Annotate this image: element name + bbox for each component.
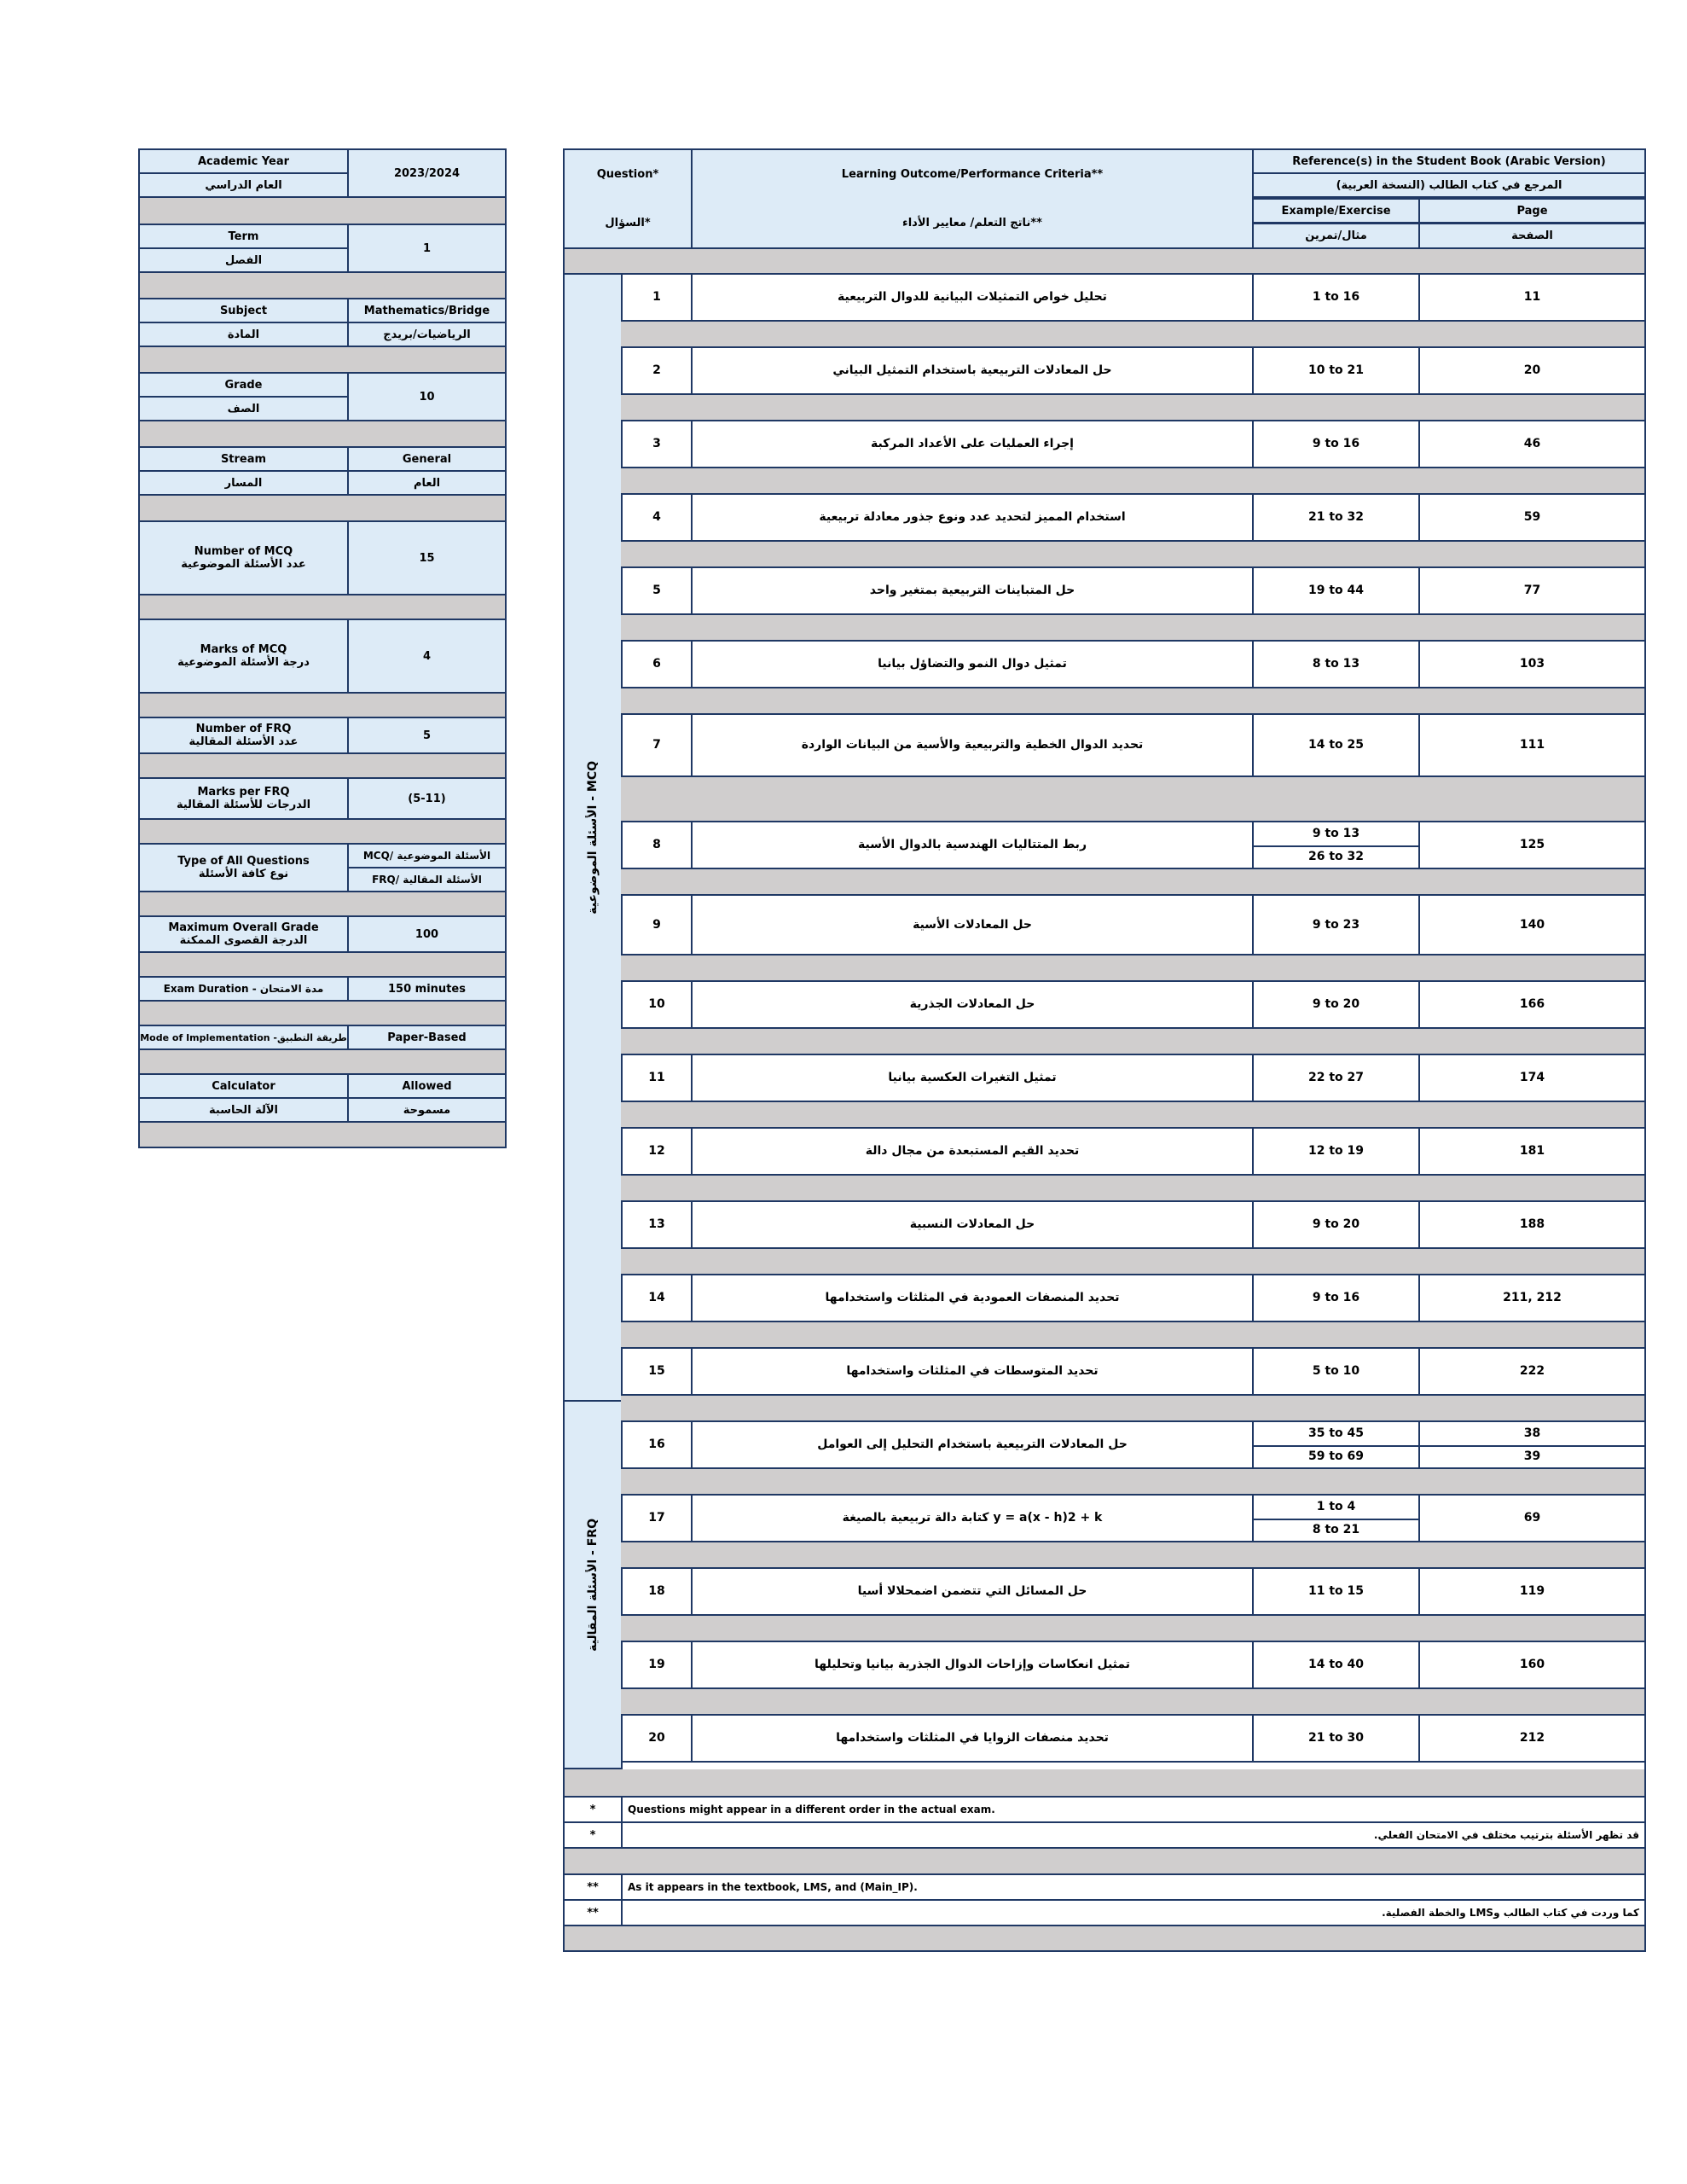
spacer-row <box>563 1769 1646 1797</box>
question-number: 14 <box>621 1274 693 1322</box>
note1-text-en: Questions might appear in a different order in the actual exam. <box>621 1796 1646 1823</box>
question-number: 11 <box>621 1054 693 1102</box>
max-grade-value: 100 <box>347 915 507 953</box>
page-number: 160 <box>1418 1641 1646 1689</box>
marks-mcq-value: 4 <box>347 619 507 694</box>
spacer-row <box>621 1396 1646 1421</box>
spacer-row <box>563 1849 1646 1874</box>
question-number: 10 <box>621 980 693 1029</box>
learning-outcome: إجراء العمليات على الأعداد المركبة <box>691 420 1254 468</box>
mode-value: Paper-Based <box>347 1025 507 1050</box>
marks-mcq-label <box>138 619 349 694</box>
learning-outcome: حل المعادلات التربيعية باستخدام التمثيل البياني <box>691 346 1254 395</box>
header-question-ar: السؤال* <box>605 217 651 229</box>
question-number: 15 <box>621 1347 693 1396</box>
spacer-row <box>138 496 507 521</box>
spacer-row <box>138 1050 507 1074</box>
page-number: 140 <box>1418 894 1646 956</box>
subject-label-ar: المادة <box>138 322 349 347</box>
spacer-row <box>563 249 1646 275</box>
header-question-en: Question* <box>596 168 659 181</box>
page-number: 39 <box>1418 1445 1646 1470</box>
spacer-row <box>621 1102 1646 1128</box>
page-number: 166 <box>1418 980 1646 1029</box>
spacer-row <box>138 820 507 844</box>
marks-mcq-label-ar: درجة الأسئلة الموضوعية <box>177 656 310 669</box>
term-label-ar: الفصل <box>138 247 349 273</box>
example-range: 12 to 19 <box>1252 1127 1420 1176</box>
learning-outcome: ربط المتتاليات الهندسية بالدوال الأسية <box>691 821 1254 869</box>
header-reference-ar: المرجع في كتاب الطالب (النسخة العربية) <box>1252 172 1646 198</box>
page-number: 77 <box>1418 566 1646 615</box>
example-range: 19 to 44 <box>1252 566 1420 615</box>
duration-label: Exam Duration - مدة الامتحان <box>138 976 349 1002</box>
note1-mark-en: * <box>563 1796 623 1823</box>
spacer-row <box>621 615 1646 641</box>
marks-frq-label <box>138 777 349 820</box>
question-number: 3 <box>621 420 693 468</box>
note2-text-en: As it appears in the textbook, LMS, and (Main_IP). <box>621 1873 1646 1901</box>
learning-outcome: حل المعادلات الجذرية <box>691 980 1254 1029</box>
page-number: 222 <box>1418 1347 1646 1396</box>
marks-frq-label-en: Marks per FRQ <box>197 786 290 799</box>
spacer-row <box>621 468 1646 494</box>
spacer-row <box>138 892 507 916</box>
page-number: 111 <box>1418 713 1646 777</box>
note2-mark-en: ** <box>563 1873 623 1901</box>
spacer-row <box>621 1322 1646 1348</box>
marks-mcq-label-en: Marks of MCQ <box>200 643 287 656</box>
num-mcq-label-en: Number of MCQ <box>194 545 293 558</box>
term-label-en: Term <box>138 224 349 249</box>
spacer-row <box>621 1616 1646 1641</box>
question-number: 18 <box>621 1567 693 1616</box>
num-frq-value: 5 <box>347 717 507 754</box>
spacer-row <box>621 395 1646 421</box>
spacer-row <box>621 1542 1646 1568</box>
learning-outcome: تحديد المنصفات العمودية في المثلثات واستخدامها <box>691 1274 1254 1322</box>
spacer-row <box>621 322 1646 347</box>
question-number: 13 <box>621 1200 693 1249</box>
calc-value-en: Allowed <box>347 1073 507 1099</box>
type-label-ar: نوع كافة الأسئلة <box>198 868 289 880</box>
learning-outcome: حل المعادلات التربيعية باستخدام التحليل إلى العوامل <box>691 1420 1254 1469</box>
learning-outcome: y = a(x - h)2 + k كتابة دالة تربيعية بالصيغة <box>691 1494 1254 1542</box>
frq-section-label <box>563 1400 623 1769</box>
example-range: 9 to 13 <box>1252 821 1420 847</box>
num-frq-label <box>138 717 349 754</box>
header-outcome-ar: ناتج التعلم/ معايير الأداء** <box>902 217 1042 229</box>
max-grade-label-ar: الدرجة القصوى الممكنة <box>179 934 308 947</box>
question-number: 17 <box>621 1494 693 1542</box>
spacer-row <box>138 1002 507 1025</box>
page-number: 46 <box>1418 420 1646 468</box>
spacer-row <box>621 1469 1646 1495</box>
num-mcq-label <box>138 520 349 595</box>
question-number: 12 <box>621 1127 693 1176</box>
spacer-row <box>621 777 1646 822</box>
example-range: 14 to 40 <box>1252 1641 1420 1689</box>
example-range: 21 to 30 <box>1252 1714 1420 1763</box>
question-number: 16 <box>621 1420 693 1469</box>
page-number: 125 <box>1418 821 1646 869</box>
header-question <box>563 148 693 249</box>
spacer-row <box>138 1123 507 1148</box>
calc-label-ar: الآلة الحاسبة <box>138 1097 349 1123</box>
stream-label-en: Stream <box>138 446 349 472</box>
mcq-section-text: MCQ - الأسئلة الموضوعية <box>585 760 600 915</box>
subject-value-en: Mathematics/Bridge <box>347 298 507 323</box>
question-number: 4 <box>621 493 693 542</box>
learning-outcome: تحديد القيم المستبعدة من مجال دالة <box>691 1127 1254 1176</box>
spacer-row <box>138 953 507 977</box>
example-range: 5 to 10 <box>1252 1347 1420 1396</box>
max-grade-label-en: Maximum Overall Grade <box>168 921 319 934</box>
header-outcome <box>691 148 1254 249</box>
subject-label-en: Subject <box>138 298 349 323</box>
academic-year-value: 2023/2024 <box>347 148 507 198</box>
example-range: 9 to 16 <box>1252 1274 1420 1322</box>
page-number: 212 <box>1418 1714 1646 1763</box>
example-range: 59 to 69 <box>1252 1445 1420 1470</box>
example-range: 8 to 13 <box>1252 640 1420 688</box>
stream-label-ar: المسار <box>138 470 349 496</box>
example-range: 11 to 15 <box>1252 1567 1420 1616</box>
header-outcome-en: Learning Outcome/Performance Criteria** <box>841 168 1104 181</box>
spacer-row <box>621 688 1646 714</box>
num-mcq-label-ar: عدد الأسئلة الموضوعية <box>181 558 306 571</box>
page-number: 69 <box>1418 1494 1646 1542</box>
page-number: 211, 212 <box>1418 1274 1646 1322</box>
spacer-row <box>138 198 507 224</box>
subject-value-ar: الرياضيات/بريدج <box>347 322 507 347</box>
note1-mark-ar: * <box>563 1821 623 1849</box>
type-value-frq: FRQ/ الأسئلة المقالية <box>347 867 507 892</box>
page-number: 181 <box>1418 1127 1646 1176</box>
learning-outcome: تحديد منصفات الزوايا في المثلثات واستخدامها <box>691 1714 1254 1763</box>
num-mcq-value: 15 <box>347 520 507 595</box>
example-range: 9 to 23 <box>1252 894 1420 956</box>
academic-year-label-ar: العام الدراسي <box>138 172 349 198</box>
learning-outcome: حل المسائل التي تتضمن اضمحلالا أسيا <box>691 1567 1254 1616</box>
header-reference-en: Reference(s) in the Student Book (Arabic Version) <box>1252 148 1646 174</box>
page-number: 20 <box>1418 346 1646 395</box>
spacer-row <box>138 273 507 299</box>
example-range: 10 to 21 <box>1252 346 1420 395</box>
spacer-row <box>621 1029 1646 1054</box>
example-range: 22 to 27 <box>1252 1054 1420 1102</box>
note2-text-ar: كما وردت في كتاب الطالب وLMS والخطة الفصلية. <box>621 1899 1646 1926</box>
note1-text-ar: قد تظهر الأسئلة بترتيب مختلف في الامتحان الفعلي. <box>621 1821 1646 1849</box>
learning-outcome: حل المعادلات النسبية <box>691 1200 1254 1249</box>
page-number: 103 <box>1418 640 1646 688</box>
example-range: 9 to 16 <box>1252 420 1420 468</box>
spacer-row <box>621 1176 1646 1201</box>
header-example-en: Example/Exercise <box>1252 198 1420 224</box>
max-grade-label <box>138 915 349 953</box>
spacer-row <box>621 1689 1646 1715</box>
example-range: 1 to 4 <box>1252 1494 1420 1520</box>
example-range: 14 to 25 <box>1252 713 1420 777</box>
example-range: 1 to 16 <box>1252 273 1420 322</box>
duration-value: 150 minutes <box>347 976 507 1002</box>
example-range: 35 to 45 <box>1252 1420 1420 1447</box>
page-number: 38 <box>1418 1420 1646 1447</box>
question-number: 9 <box>621 894 693 956</box>
example-range: 8 to 21 <box>1252 1519 1420 1543</box>
page-number: 119 <box>1418 1567 1646 1616</box>
learning-outcome: تمثيل التغيرات العكسية بيانيا <box>691 1054 1254 1102</box>
academic-year-label-en: Academic Year <box>138 148 349 174</box>
question-number: 6 <box>621 640 693 688</box>
spacer-row <box>621 1249 1646 1275</box>
page-number: 59 <box>1418 493 1646 542</box>
calc-value-ar: مسموحة <box>347 1097 507 1123</box>
question-number: 5 <box>621 566 693 615</box>
learning-outcome: تمثيل دوال النمو والتضاؤل بيانيا <box>691 640 1254 688</box>
spacer-row <box>621 956 1646 981</box>
note2-mark-ar: ** <box>563 1899 623 1926</box>
learning-outcome: تحديد الدوال الخطية والتربيعية والأسية من البيانات الواردة <box>691 713 1254 777</box>
question-number: 1 <box>621 273 693 322</box>
type-value-mcq: MCQ/ الأسئلة الموضوعية <box>347 843 507 868</box>
example-range: 21 to 32 <box>1252 493 1420 542</box>
marks-frq-label-ar: الدرجات للأسئلة المقالية <box>176 799 311 811</box>
spacer-row <box>138 754 507 778</box>
header-page-en: Page <box>1418 198 1646 224</box>
calc-label-en: Calculator <box>138 1073 349 1099</box>
question-number: 2 <box>621 346 693 395</box>
learning-outcome: حل المتباينات التربيعية بمتغير واحد <box>691 566 1254 615</box>
num-frq-label-en: Number of FRQ <box>195 723 292 735</box>
page-number: 188 <box>1418 1200 1646 1249</box>
example-range: 26 to 32 <box>1252 845 1420 870</box>
page-number: 11 <box>1418 273 1646 322</box>
spacer-row <box>138 694 507 717</box>
example-range: 9 to 20 <box>1252 1200 1420 1249</box>
question-number: 7 <box>621 713 693 777</box>
spacer-row <box>138 421 507 447</box>
header-page-ar: الصفحة <box>1418 223 1646 249</box>
marks-frq-value: (5-11) <box>347 777 507 820</box>
stream-value-en: General <box>347 446 507 472</box>
spacer-row <box>138 595 507 619</box>
frq-section-text: FRQ - الأسئلة المقالية <box>585 1518 600 1652</box>
question-number: 19 <box>621 1641 693 1689</box>
type-label <box>138 843 349 892</box>
page-number: 174 <box>1418 1054 1646 1102</box>
spacer-row <box>621 542 1646 567</box>
spacer-row <box>563 1926 1646 1952</box>
learning-outcome: حل المعادلات الأسية <box>691 894 1254 956</box>
type-label-en: Type of All Questions <box>177 855 310 868</box>
learning-outcome: تحليل خواص التمثيلات البيانية للدوال التربيعية <box>691 273 1254 322</box>
question-number: 20 <box>621 1714 693 1763</box>
example-range: 9 to 20 <box>1252 980 1420 1029</box>
learning-outcome: تمثيل انعكاسات وإزاحات الدوال الجذرية بيانيا وتحليلها <box>691 1641 1254 1689</box>
mcq-section-label <box>563 273 623 1402</box>
spacer-row <box>138 347 507 373</box>
question-number: 8 <box>621 821 693 869</box>
mode-label: Mode of Implementation -طريقة التطبيق <box>138 1025 349 1050</box>
spacer-row <box>621 869 1646 895</box>
grade-value: 10 <box>347 372 507 421</box>
stream-value-ar: العام <box>347 470 507 496</box>
learning-outcome: تحديد المتوسطات في المثلثات واستخدامها <box>691 1347 1254 1396</box>
learning-outcome: استخدام المميز لتحديد عدد ونوع جذور معادلة تربيعية <box>691 493 1254 542</box>
header-example-ar: مثال/تمرين <box>1252 223 1420 249</box>
grade-label-ar: الصف <box>138 396 349 421</box>
num-frq-label-ar: عدد الأسئلة المقالية <box>188 735 299 748</box>
term-value: 1 <box>347 224 507 273</box>
grade-label-en: Grade <box>138 372 349 398</box>
